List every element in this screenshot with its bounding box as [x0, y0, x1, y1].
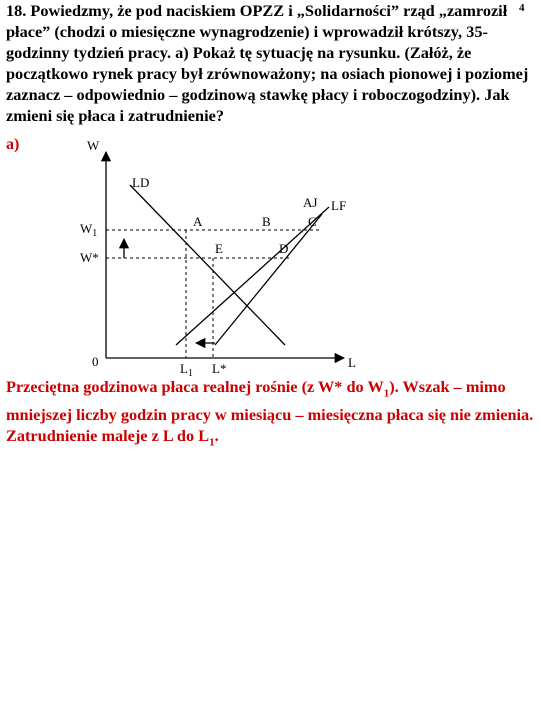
lstar-tick-label: L*	[212, 361, 227, 376]
point-d-label: D	[279, 241, 289, 256]
aj-curve	[215, 214, 322, 345]
point-b-label: B	[262, 214, 271, 229]
point-e-label: E	[215, 241, 223, 256]
page-number: 4	[519, 2, 525, 14]
point-a-label: A	[193, 214, 203, 229]
part-label: a)	[6, 136, 20, 153]
supply-curve-label: LF	[331, 198, 347, 213]
point-c-label: C	[308, 214, 317, 229]
wstar-tick-label: W*	[80, 250, 99, 265]
w1-tick-label: $W_1$	[80, 221, 98, 239]
l1-tick-label: $L_1$	[180, 361, 193, 379]
answer-text: Przeciętna godzinowa płaca realnej rośnie (z W* do $W_1$). Wszak – mimo mniejszej liczby godzin pracy w miesiącu – miesięczna płaca się nie zmienia. Zatrudnienie maleje z L do $L_1$.	[6, 377, 534, 449]
origin-label: 0	[92, 354, 99, 369]
y-axis-label: W	[87, 138, 100, 153]
question-text: 18. Powiedzmy, że pod naciskiem OPZZ i „Solidarności” rząd „zamroził płace” (chodzi o miesięczne wynagrodzenie) i wprowadził krótszy, 35-godzinny tydzień pracy. a) Pokaż tę sytuację na rysunku. (Załóż, że początkowo rynek pracy był zrównoważony; na osiach pionowej i poziomej zaznacz – odpowiednio – godzinową stawkę płacy i roboczogodziny). Jak zmieni się płaca i zatrudnienie?	[6, 1, 529, 125]
x-axis-label: L	[348, 355, 356, 370]
aj-curve-label: AJ	[303, 195, 318, 210]
labor-demand-curve	[130, 185, 285, 345]
demand-curve-label: LD	[132, 175, 150, 190]
